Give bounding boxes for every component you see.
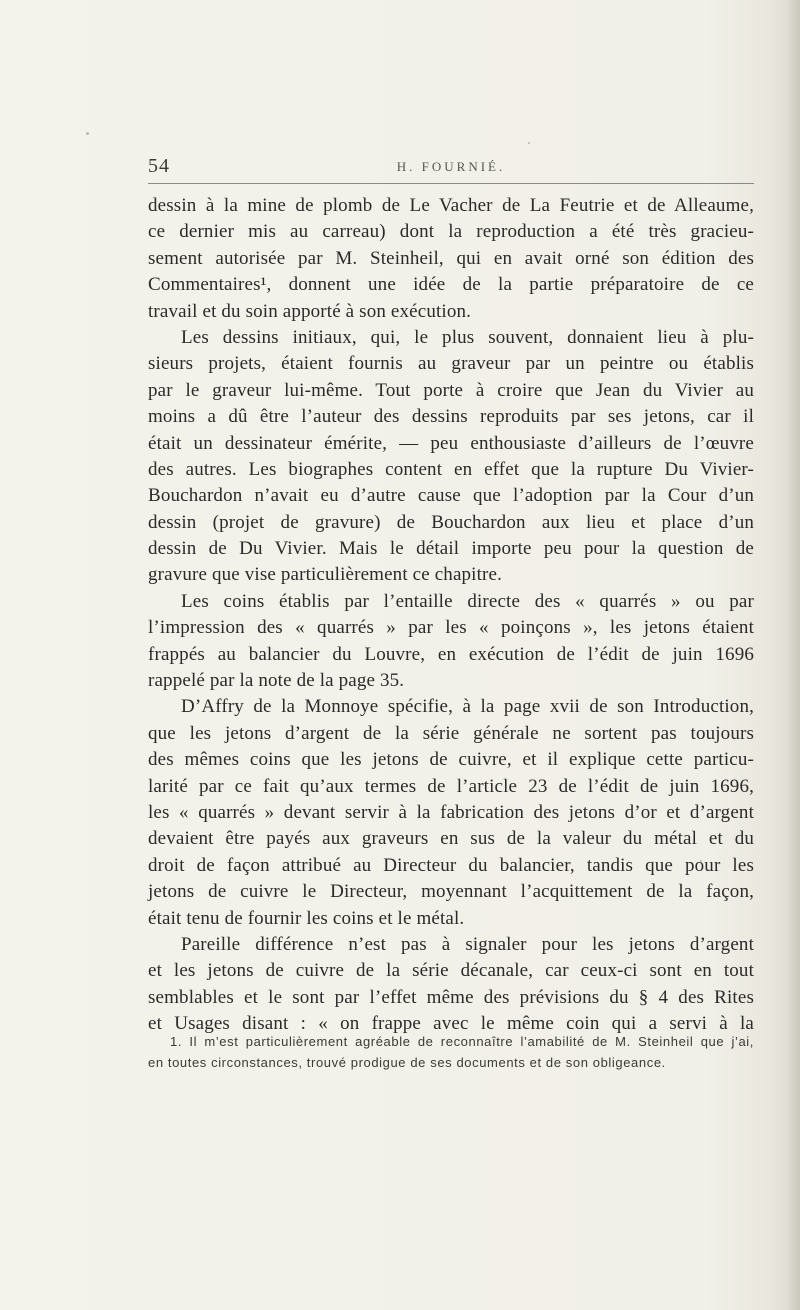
text-line: des mêmes coins que les jetons de cuivre, et il explique cette particu-	[148, 749, 754, 771]
text-line: sement autorisée par M. Steinheil, qui en avait orné son édition des	[148, 247, 754, 269]
text-line: rappelé par la note de la page 35.	[148, 670, 405, 692]
text-line: Les dessins initiaux, qui, le plus souvent, donnaient lieu à plu-	[181, 326, 754, 348]
text-line: ce dernier mis au carreau) dont la reproduction a été très gracieu-	[148, 221, 754, 243]
text-line: travail et du soin apporté à son exécution.	[148, 300, 472, 322]
text-line: Pareille différence n’est pas à signaler pour les jetons d’argent	[181, 933, 754, 955]
page-number: 54	[148, 155, 170, 177]
paper-speck	[528, 142, 530, 144]
page-edge-shadow	[786, 0, 800, 1310]
text-line: jetons de cuivre le Directeur, moyennant l’acquittement de la façon,	[148, 881, 754, 903]
text-line: dessin de Du Vivier. Mais le détail importe peu pour la question de	[148, 538, 754, 560]
text-line: droit de façon attribué au Directeur du balancier, tandis que pour les	[148, 854, 754, 876]
text-line: Commentaires¹, donnent une idée de la partie préparatoire de ce	[148, 274, 754, 296]
text-line: gravure que vise particulièrement ce chapitre.	[148, 564, 503, 586]
text-line: par le graveur lui-même. Tout porte à croire que Jean du Vivier au	[148, 379, 754, 401]
text-line: larité par ce fait qu’aux termes de l’article 23 de l’édit de juin 1696,	[148, 775, 754, 797]
text-line: les « quarrés » devant servir à la fabrication des jetons d’or et d’argent	[148, 801, 754, 823]
running-head: H. FOURNIÉ.	[396, 159, 506, 174]
text-line: semblables et le sont par l’effet même des prévisions du § 4 des Rites	[148, 986, 754, 1008]
paper-speck	[86, 132, 89, 135]
text-line: D’Affry de la Monnoye spécifie, à la page xvii de son Introduction,	[181, 696, 754, 718]
paper-speck	[700, 860, 702, 862]
text-line: moins a dû être l’auteur des dessins reproduits par ses jetons, car il	[148, 406, 754, 428]
text-line: dessin (projet de gravure) de Bouchardon aux lieu et place d’un	[148, 511, 754, 533]
text-line: sieurs projets, étaient fournis au graveur par un peintre ou établis	[148, 353, 754, 375]
text-line: l’impression des « quarrés » par les « poinçons », les jetons étaient	[148, 617, 754, 639]
body-text	[148, 193, 754, 1038]
text-line: Bouchardon n’avait eu d’autre cause que l’adoption par la Cour d’un	[148, 485, 754, 507]
header-rule	[148, 183, 754, 184]
footnote-line: en toutes circonstances, trouvé prodigue de ses documents et de son obligeance.	[148, 1055, 666, 1070]
text-line: dessin à la mine de plomb de Le Vacher de La Feutrie et de Alleaume,	[148, 195, 754, 216]
text-line: que les jetons d’argent de la série générale ne sortent pas toujours	[148, 722, 754, 744]
footnote-line: 1. Il m’est particulièrement agréable de reconnaître l’amabilité de M. Steinheil que j’ai,	[170, 1034, 754, 1049]
footnote	[148, 1031, 754, 1073]
text-line: frappés au balancier du Louvre, en exécution de l’édit de juin 1696	[148, 643, 754, 665]
text-line: était tenu de fournir les coins et le métal.	[148, 907, 465, 929]
text-line: devaient être payés aux graveurs en sus de la valeur du métal et du	[148, 828, 754, 850]
text-line: Les coins établis par l’entaille directe des « quarrés » ou par	[181, 590, 754, 612]
text-line: et Usages disant : « on frappe avec le même coin qui a servi à la	[148, 1013, 754, 1035]
page-header	[148, 155, 754, 183]
text-line: était un dessinateur émérite, — peu enthousiaste d’ailleurs de l’œuvre	[148, 432, 754, 454]
text-line: des autres. Les biographes content en effet que la rupture Du Vivier-	[148, 458, 754, 480]
text-line: et les jetons de cuivre de la série décanale, car ceux-ci sont en tout	[148, 960, 754, 982]
